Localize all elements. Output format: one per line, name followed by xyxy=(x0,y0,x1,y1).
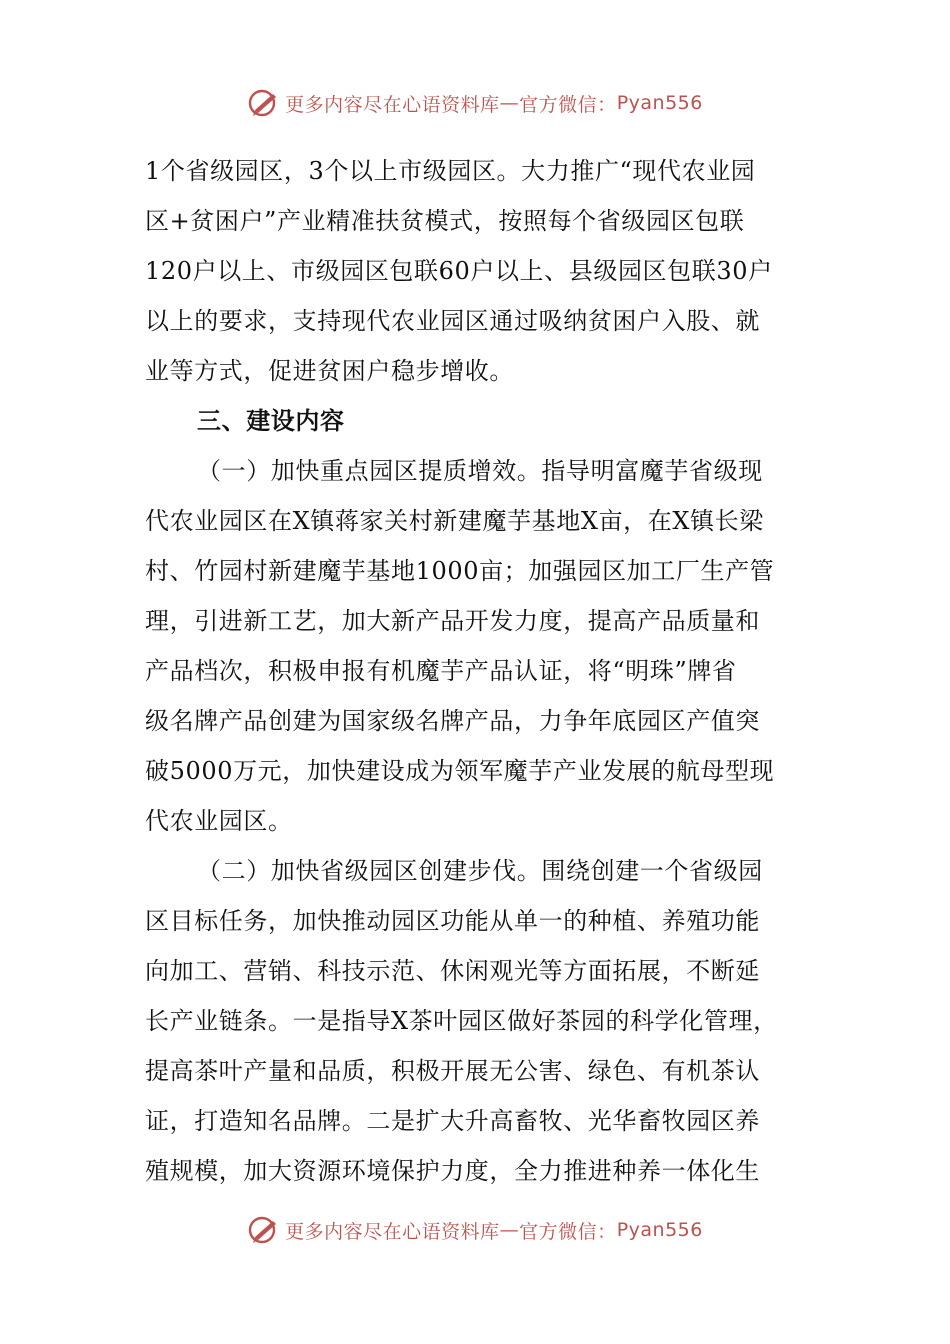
body-line: 产品档次，积极申报有机魔芋产品认证，将“明珠”牌省 xyxy=(145,657,737,685)
body-line: 长产业链条。一是指导X茶叶园区做好茶园的科学化管理， xyxy=(145,1007,778,1035)
body-line: 代农业园区在X镇蒋家关村新建魔芋基地X亩，在X镇长梁 xyxy=(145,507,764,535)
body-line: 向加工、营销、科技示范、休闲观光等方面拓展，不断延 xyxy=(145,957,760,985)
watermark-wechat-id: Pyan556 xyxy=(616,92,703,114)
body-line: 以上的要求，支持现代农业园区通过吸纳贫困户入股、就 xyxy=(145,307,760,335)
body-line: 提高茶叶产量和品质，积极开展无公害、绿色、有机茶认 xyxy=(145,1057,760,1085)
pen-seal-icon xyxy=(247,86,281,120)
watermark-wechat-label: 官方微信： xyxy=(519,1220,617,1243)
section-heading: 三、建设内容 xyxy=(197,406,345,435)
pen-seal-icon xyxy=(247,1213,281,1247)
body-line: 村、竹园村新建魔芋基地1000亩；加强园区加工厂生产管 xyxy=(145,557,775,585)
body-line: 破5000万元，加快建设成为领军魔芋产业发展的航母型现 xyxy=(145,757,775,785)
watermark-dash: — xyxy=(499,92,520,114)
paragraph-start: （二）加快省级园区创建步伐。围绕创建一个省级园 xyxy=(197,857,763,885)
watermark-text: 更多内容尽在心语资料库 xyxy=(285,1220,500,1243)
body-line: 级名牌产品创建为国家级名牌产品，力争年底园区产值突 xyxy=(145,707,760,735)
body-line: 殖规模，加大资源环境保护力度，全力推进种养一体化生 xyxy=(145,1157,760,1185)
watermark-wechat-label: 官方微信： xyxy=(519,93,617,116)
watermark-wechat-id: Pyan556 xyxy=(616,1219,703,1241)
body-line: 证，打造知名品牌。二是扩大升高畜牧、光华畜牧园区养 xyxy=(145,1107,760,1135)
body-line: 区目标任务，加快推动园区功能从单一的种植、养殖功能 xyxy=(145,907,760,935)
watermark-header xyxy=(0,83,950,123)
paragraph-start: （一）加快重点园区提质增效。指导明富魔芋省级现 xyxy=(197,457,763,485)
body-line: 业等方式，促进贫困户稳步增收。 xyxy=(145,357,514,385)
watermark-footer xyxy=(0,1210,950,1250)
watermark-dash: — xyxy=(499,1219,520,1241)
document-body xyxy=(145,146,805,1196)
body-line: 1个省级园区，3个以上市级园区。大力推广“现代农业园 xyxy=(145,157,756,185)
body-line: 理，引进新工艺，加大新产品开发力度，提高产品质量和 xyxy=(145,607,760,635)
body-line: 代农业园区。 xyxy=(145,807,293,835)
watermark-text: 更多内容尽在心语资料库 xyxy=(285,93,500,116)
body-line: 120户以上、市级园区包联60户以上、县级园区包联30户 xyxy=(145,257,773,285)
body-line: 区+贫困户”产业精准扶贫模式，按照每个省级园区包联 xyxy=(145,207,745,235)
